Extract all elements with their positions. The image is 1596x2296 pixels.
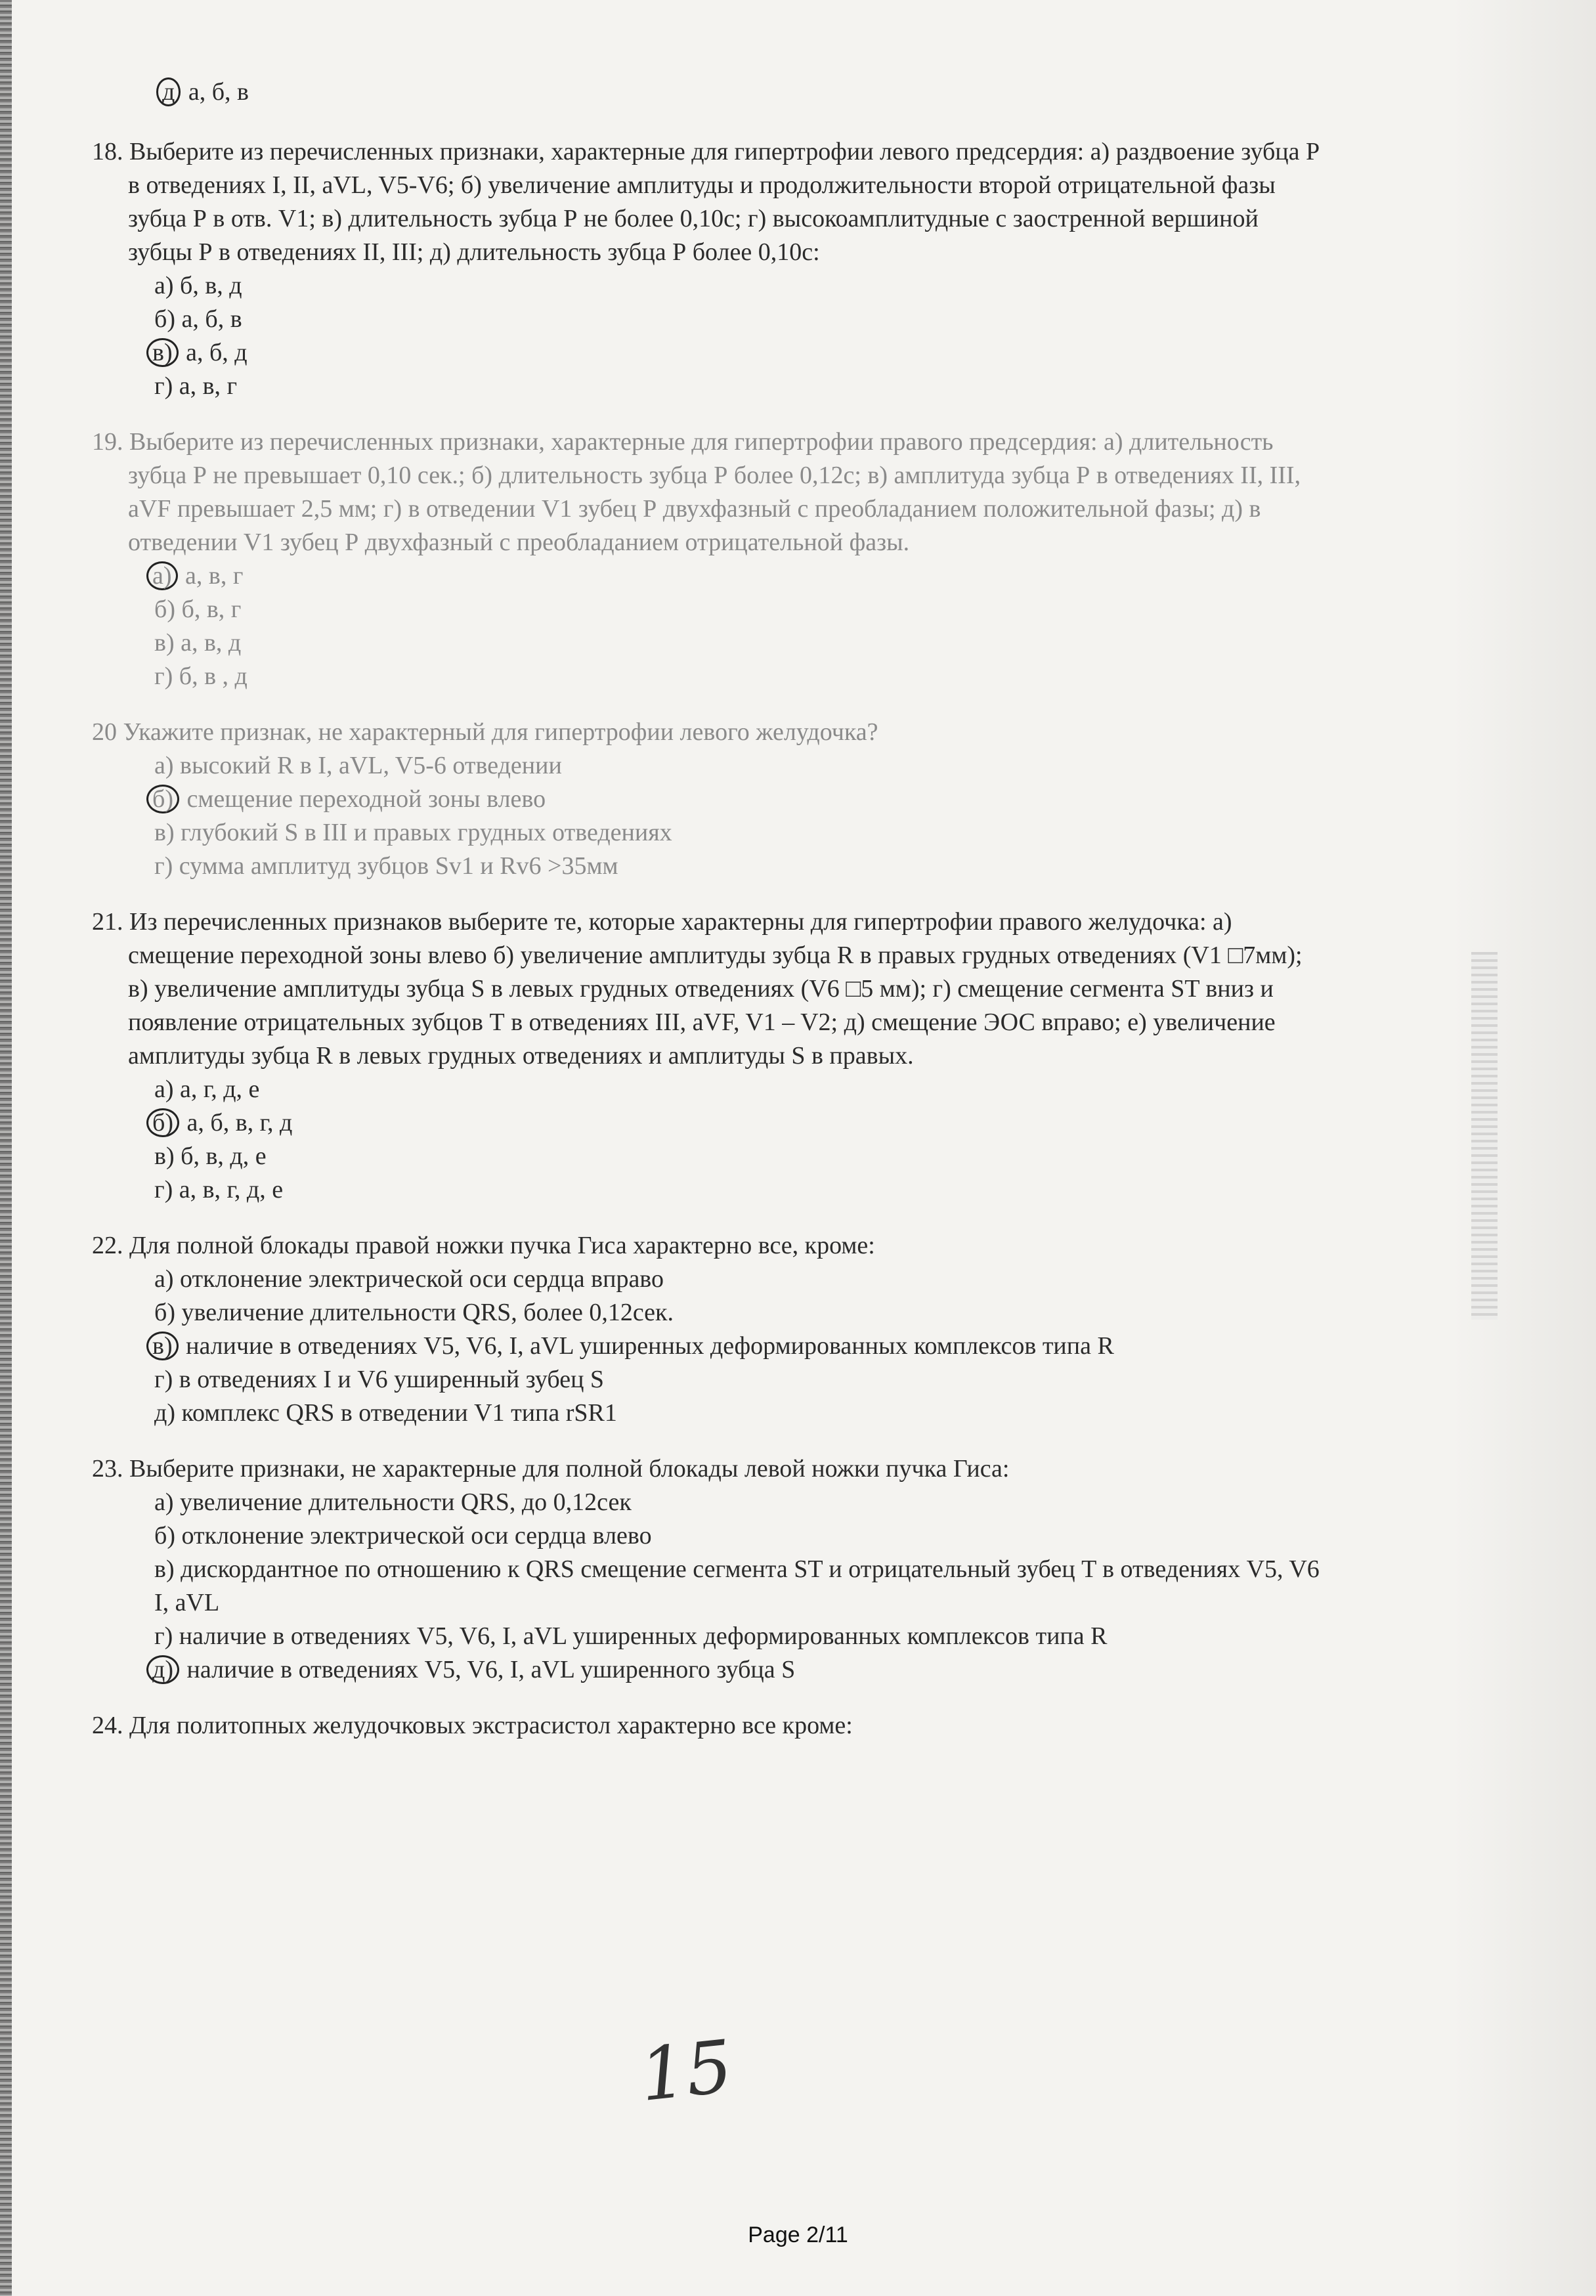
option-text: дискордантное по отношению к QRS смещение сегмента ST и отрицательный зубец T в отведениях V5, V6 I, aVL <box>154 1555 1320 1616</box>
option-letter: г) <box>154 662 173 690</box>
option-text: а, б, в <box>181 305 242 333</box>
option-text: б, в , д <box>179 662 248 690</box>
option-letter-circled: а) <box>146 561 178 590</box>
page-footer: Page 2/11 <box>748 2222 848 2247</box>
option-letter: в) <box>154 1142 175 1170</box>
option-text: комплекс QRS в отведении V1 типа rSR1 <box>181 1399 617 1427</box>
answer-option <box>92 370 1326 403</box>
question-body: Выберите признаки, не характерные для полной блокады левой ножки пучка Гиса: <box>129 1455 1010 1483</box>
question-list <box>92 135 1326 1743</box>
option-text: отклонение электрической оси сердца влево <box>181 1522 652 1549</box>
option-text: а, б, д <box>186 339 248 366</box>
question-number: 22. <box>92 1232 123 1259</box>
scan-noise <box>1471 952 1498 1320</box>
option-text: а, б, в, г, д <box>186 1109 293 1137</box>
option-letter: в) <box>154 1555 175 1583</box>
answer-option <box>92 1519 1326 1553</box>
question-body: Для политопных желудочковых экстрасистол характерно все кроме: <box>129 1712 853 1739</box>
answer-option <box>92 269 1326 303</box>
answer-option <box>92 1620 1326 1653</box>
option-letter: б) <box>154 305 175 333</box>
answer-option <box>92 1397 1326 1430</box>
option-letter: а) <box>154 752 174 779</box>
option-letter: в) <box>154 629 175 657</box>
answer-option <box>92 816 1326 850</box>
option-text: наличие в отведениях V5, V6, I, aVL уширенных деформированных комплексов типа R <box>186 1332 1114 1360</box>
answer-option <box>92 1263 1326 1296</box>
option-letter-circled: в) <box>146 1332 179 1360</box>
option-letter: б) <box>154 596 175 623</box>
option-text: в отведениях I и V6 уширенный зубец S <box>179 1366 605 1393</box>
answer-option <box>92 660 1326 693</box>
question-text <box>92 1229 1326 1263</box>
answer-option <box>92 593 1326 626</box>
question-block <box>92 425 1326 693</box>
question-number: 18. <box>92 138 123 165</box>
option-text: высокий R в I, aVL, V5-6 отведении <box>180 752 562 779</box>
question-block <box>92 905 1326 1207</box>
option-letter: б) <box>154 1522 175 1549</box>
answer-option <box>92 1106 1326 1140</box>
question-text <box>92 1709 1326 1743</box>
answer-option <box>92 303 1326 336</box>
scan-edge-left <box>0 0 12 2296</box>
option-letter: а) <box>154 1488 174 1516</box>
answer-option <box>92 1296 1326 1330</box>
option-text: б, в, д, е <box>181 1142 267 1170</box>
answer-circle: д <box>156 77 181 106</box>
question-text <box>92 716 1326 749</box>
option-text: б, в, г <box>181 596 242 623</box>
option-letter: г) <box>154 1622 173 1650</box>
option-letter: г) <box>154 1366 173 1393</box>
question-text <box>92 135 1326 269</box>
option-letter: а) <box>154 1265 174 1293</box>
option-letter-circled: б) <box>146 785 179 813</box>
question-block <box>92 135 1326 403</box>
answer-option <box>92 1140 1326 1173</box>
option-text: смещение переходной зоны влево <box>186 785 546 813</box>
option-letter: б) <box>154 1299 175 1326</box>
option-text: а, в, д <box>181 629 242 657</box>
answer-option <box>92 1486 1326 1519</box>
answer-option <box>92 1173 1326 1207</box>
option-letter: г) <box>154 372 173 400</box>
question-text <box>92 905 1326 1073</box>
document-body <box>92 76 1326 1765</box>
option-text: а, г, д, е <box>180 1075 260 1103</box>
option-text: увеличение длительности QRS, до 0,12сек <box>180 1488 632 1516</box>
answer-option <box>92 1330 1326 1363</box>
question-block <box>92 716 1326 883</box>
answer-option <box>92 783 1326 816</box>
question-text <box>92 1452 1326 1486</box>
answer-option <box>92 749 1326 783</box>
answer-option <box>92 1653 1326 1687</box>
option-text: а, в, г, д, е <box>179 1176 284 1203</box>
option-text: б, в, д <box>180 272 242 299</box>
question-body: Выберите из перечисленных признаки, характерные для гипертрофии левого предсердия: а) раздвоение зубца Р в отведениях I, II, aVL, V5-V6; б) увеличение амплитуды и продолжительности второй отрицательной фазы зубца Р в отв. V1; в) длительность зубца Р не более 0,10с; г) высокоамплитудные с заостренной вершиной зубцы Р в отведениях II, III; д) длительность зубца Р более 0,10с: <box>128 138 1320 266</box>
question-block <box>92 1709 1326 1743</box>
option-letter-circled: в) <box>146 338 179 367</box>
question-body: Укажите признак, не характерный для гипертрофии левого желудочка? <box>123 718 878 746</box>
option-text: отклонение электрической оси сердца вправо <box>180 1265 664 1293</box>
option-letter: а) <box>154 1075 174 1103</box>
option-letter: г) <box>154 852 173 880</box>
question-number: 23. <box>92 1455 123 1483</box>
option-text: увеличение длительности QRS, более 0,12сек. <box>181 1299 674 1326</box>
option-letter-circled: д) <box>146 1655 179 1684</box>
answer-option <box>92 336 1326 370</box>
question-body: Для полной блокады правой ножки пучка Гиса характерно все, кроме: <box>129 1232 875 1259</box>
answer-option <box>92 1073 1326 1106</box>
question-body: Выберите из перечисленных признаки, характерные для гипертрофии правого предсердия: а) длительность зубца Р не превышает 0,10 сек.; б) длительность зубца Р более 0,12с; в) амплитуда зубца Р в отведениях II, III, aVF превышает 2,5 мм; г) в отведении V1 зубец Р двухфазный с преобладанием положительной фазы; д) в отведении V1 зубец Р двухфазный с преобладанием отрицательной фазы. <box>128 428 1301 556</box>
option-text: а, в, г <box>179 372 238 400</box>
option-letter: г) <box>154 1176 173 1203</box>
answer-option <box>92 1363 1326 1397</box>
option-letter: д) <box>154 1399 175 1427</box>
question-body: Из перечисленных признаков выберите те, которые характерны для гипертрофии правого желудочка: а) смещение переходной зоны влево б) увеличение амплитуды зубца R в правых грудных отведениях (V1 □7мм); в) увеличение амплитуды зубца S в левых грудных отведениях (V6 □5 мм); г) смещение сегмента ST вниз и появление отрицательных зубцов Т в отведениях III, aVF, V1 – V2; д) смещение ЭОС вправо; е) увеличение амплитуды зубца R в левых грудных отведениях и амплитуды S в правых. <box>128 908 1303 1070</box>
option-text: глубокий S в III и правых грудных отведениях <box>181 819 672 846</box>
question-text <box>92 425 1326 559</box>
question-block <box>92 1452 1326 1687</box>
option-text: наличие в отведениях V5, V6, I, aVL уширенного зубца S <box>186 1656 796 1683</box>
question-number: 21. <box>92 908 123 936</box>
option-text: а, в, г <box>185 562 244 590</box>
answer-option <box>92 626 1326 660</box>
handwritten-page-mark: 15 <box>636 2024 737 2117</box>
question-number: 19. <box>92 428 123 456</box>
option-letter: а) <box>154 272 174 299</box>
answer-option <box>92 559 1326 593</box>
option-text: сумма амплитуд зубцов Sv1 и Rv6 >35мм <box>179 852 618 880</box>
answer-option <box>92 850 1326 883</box>
option-letter: в) <box>154 819 175 846</box>
option-letter-circled: б) <box>146 1108 179 1137</box>
option-text: наличие в отведениях V5, V6, I, aVL уширенных деформированных комплексов типа R <box>179 1622 1108 1650</box>
previous-answer <box>92 76 1326 109</box>
question-number: 20 <box>92 718 117 746</box>
previous-answer-text: а, б, в <box>188 78 249 106</box>
question-block <box>92 1229 1326 1430</box>
answer-option <box>92 1553 1326 1620</box>
question-number: 24. <box>92 1712 123 1739</box>
